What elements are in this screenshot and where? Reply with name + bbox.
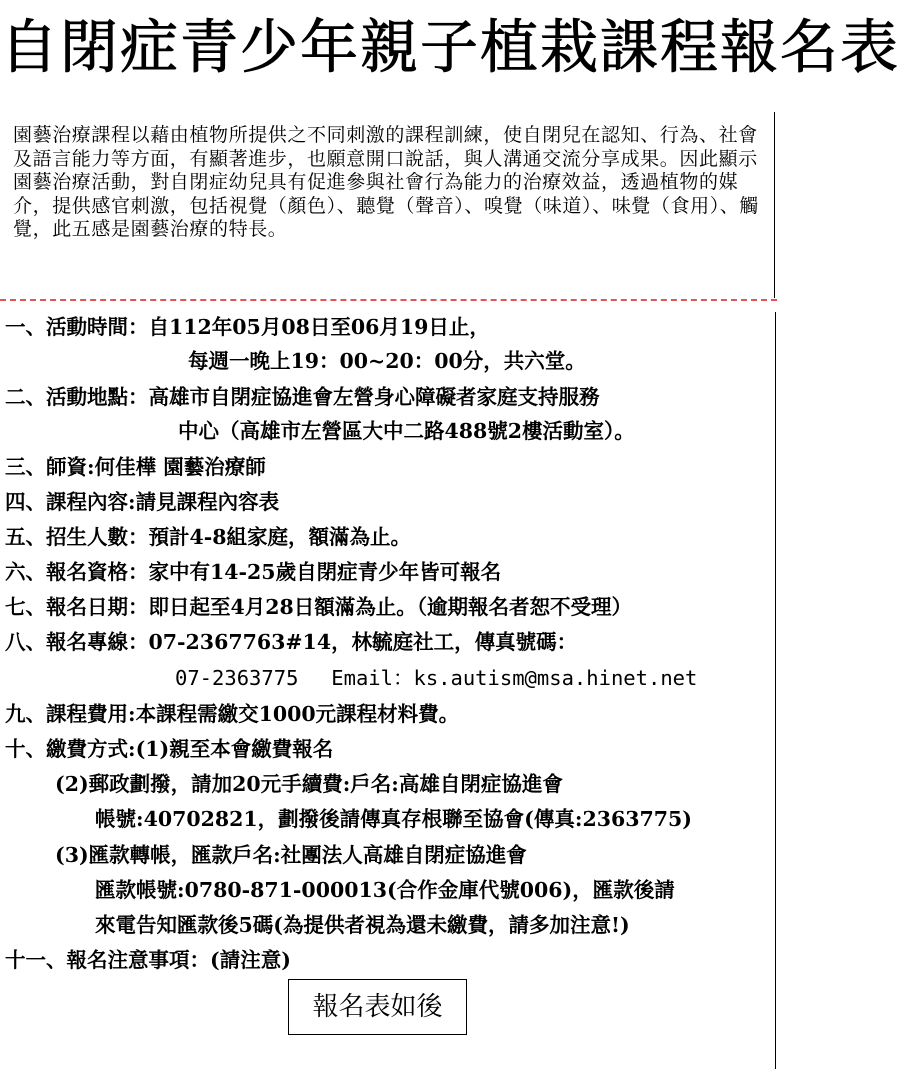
activity-time-line-1: 一、活動時間：自112年05月08日至06月19日止， bbox=[5, 315, 490, 339]
payment-method-line-5: 匯款帳號:0780-871-000013(合作金庫代號006)，匯款後請 bbox=[95, 878, 675, 902]
section-divider bbox=[0, 299, 777, 301]
intro-paragraph: 園藝治療課程以藉由植物所提供之不同刺激的課程訓練，使自閉兒在認知、行為、社會及語言能力等方面，有顯著進步，也願意開口說話，與人溝通交流分享成果。因此顯示園藝治療活動，對自閉症幼兒具有促進參與社會行為能力的治療效益，透過植物的媒介，提供感官刺激，包括視覺（顏色）、聽覺（聲音）、嗅覺（味道）、味覺（食用）、觸覺，此五感是園藝治療的特長。 bbox=[13, 124, 760, 241]
hotline-line-2: 07-2363775 Email：ks.autism@msa.hinet.net bbox=[175, 666, 698, 690]
activity-place-line-2: 中心（高雄市左營區大中二路488號2樓活動室）。 bbox=[178, 419, 635, 443]
hotline-line-1: 八、報名專線：07-2367763#14，林毓庭社工，傳真號碼： bbox=[5, 630, 578, 654]
registration-date-line: 七、報名日期：即日起至4月28日額滿為止。（逾期報名者恕不受理） bbox=[5, 595, 633, 619]
payment-method-line-6: 來電告知匯款後5碼(為提供者視為還未繳費，請多加注意!) bbox=[95, 913, 630, 937]
payment-method-line-2: (2)郵政劃撥，請加20元手續費:戶名:高雄自閉症協進會 bbox=[55, 772, 563, 796]
teacher-line: 三、師資:何佳樺 園藝治療師 bbox=[5, 455, 266, 479]
payment-method-line-1: 十、繳費方式:(1)親至本會繳費報名 bbox=[5, 737, 334, 761]
course-fee-line: 九、課程費用:本課程需繳交1000元課程材料費。 bbox=[5, 702, 460, 726]
enrollment-quota-line: 五、招生人數：預計4-8組家庭，額滿為止。 bbox=[5, 525, 412, 549]
registration-notes-line: 十一、報名注意事項：(請注意) bbox=[5, 948, 291, 972]
activity-time-line-2: 每週一晚上19：00~20：00分，共六堂。 bbox=[188, 349, 586, 373]
payment-method-line-4: (3)匯款轉帳，匯款戶名:社團法人高雄自閉症協進會 bbox=[55, 843, 527, 867]
registration-form-button[interactable]: 報名表如後 bbox=[288, 979, 467, 1035]
page-title: 自閉症青少年親子植栽課程報名表 bbox=[0, 13, 900, 81]
eligibility-line: 六、報名資格：家中有14-25歲自閉症青少年皆可報名 bbox=[5, 560, 502, 584]
activity-place-line-1: 二、活動地點：高雄市自閉症協進會左營身心障礙者家庭支持服務 bbox=[5, 385, 600, 409]
payment-method-line-3: 帳號:40702821，劃撥後請傳真存根聯至協會(傳真:2363775) bbox=[95, 807, 692, 831]
course-content-line: 四、課程內容:請見課程內容表 bbox=[5, 490, 280, 514]
